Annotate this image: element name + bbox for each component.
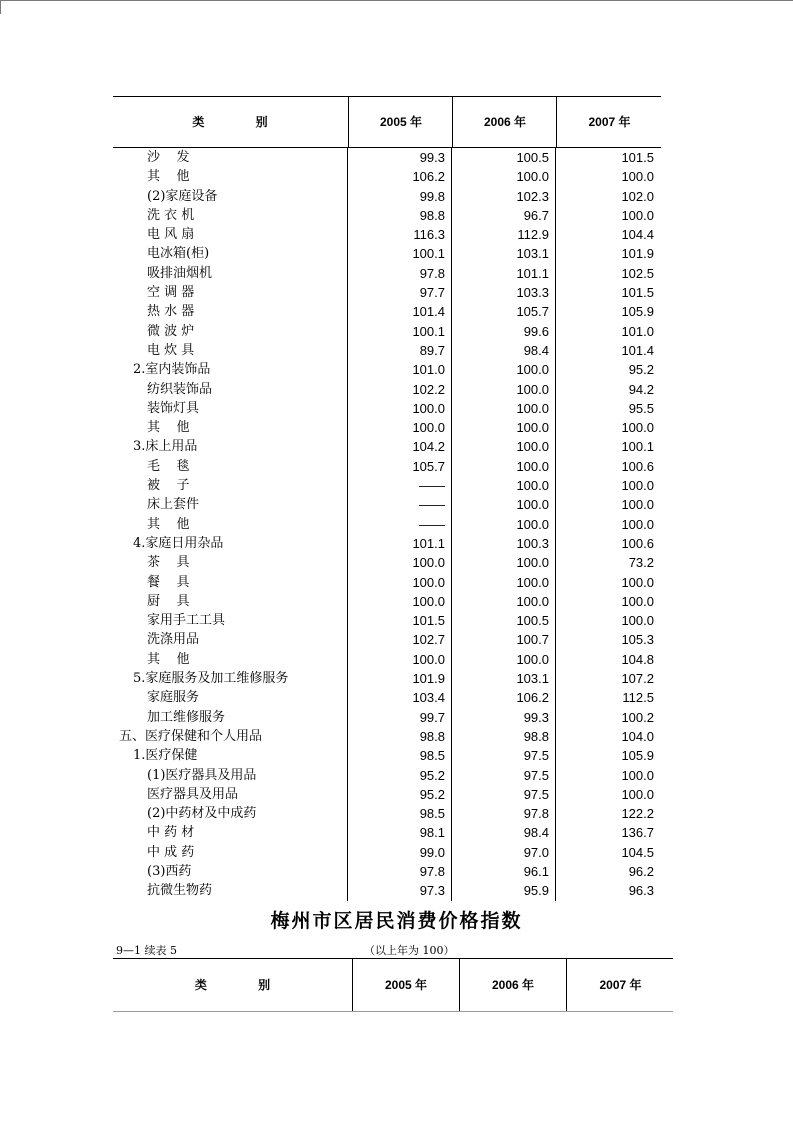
table-row [113,167,661,186]
value-2005: 97.8 [419,863,445,879]
value-2007: 104.0 [621,728,654,744]
row-category-label: 电冰箱(柜) [147,246,210,262]
table-row [113,669,661,688]
value-2005: 100.0 [412,574,445,590]
page-title: 梅州市区居民消费价格指数 [270,910,523,932]
row-category-label: 其 他 [147,169,190,185]
table-row [113,727,661,746]
value-2006: 103.1 [516,246,549,262]
value-2005: 89.7 [419,342,445,358]
table-row [113,688,661,707]
value-2005: —— [419,478,445,494]
table-row [113,457,661,476]
row-category-label: 家用手工工具 [147,613,226,629]
row-category-label: 装饰灯具 [147,400,200,416]
header-category: 类 别 [194,978,295,992]
row-category-label: 其 他 [147,651,190,667]
price-index-table [113,96,661,901]
row-category-label: 毛 毯 [147,458,190,474]
table-row [113,573,661,592]
value-2006: 98.8 [523,728,549,744]
row-category-label: 抗微生物药 [147,883,213,899]
table-row [113,592,661,611]
value-2005: 98.8 [419,207,445,223]
value-2006: 100.0 [516,516,549,532]
row-category-label: 中 药 材 [147,825,195,841]
row-category-label: 被 子 [147,478,190,494]
value-2005: 102.2 [412,381,445,397]
value-2005: 97.7 [419,285,445,301]
row-category-label: 4.家庭日用杂品 [133,535,224,551]
table-row [113,341,661,360]
row-category-label: 家庭服务 [147,690,200,706]
row-category-label: 其 他 [147,420,190,436]
value-2007: 100.1 [621,439,654,455]
value-2005: 99.0 [419,844,445,860]
row-category-label: 空 调 器 [147,285,195,301]
table-row [113,264,661,283]
value-2005: 116.3 [413,227,445,243]
value-2005: 99.3 [419,150,445,165]
value-2005: 101.5 [412,613,445,629]
value-2006: 105.7 [516,304,549,320]
table-row [113,785,661,804]
value-2006: 98.4 [523,342,549,358]
row-category-label: 厨 具 [147,593,190,609]
value-2005: 104.2 [412,439,445,455]
value-2007: 95.2 [628,362,654,378]
value-2007: 104.4 [621,227,654,243]
value-2007: 100.0 [621,767,654,783]
value-2007: 102.0 [621,188,654,204]
table-row [113,399,661,418]
table-row [113,611,661,630]
page-border-left [0,0,1,14]
value-2005: 100.0 [412,400,445,416]
value-2006: 100.0 [516,169,549,185]
value-2005: 100.0 [412,420,445,436]
table-row [113,553,661,572]
table-row [113,650,661,669]
value-2005: 100.1 [412,323,445,339]
value-2007: 96.2 [628,863,654,879]
value-2006: 103.1 [516,671,549,687]
table-row [113,283,661,302]
value-2005: —— [419,497,445,513]
value-2006: 100.0 [516,497,549,513]
row-category-label: 电 风 扇 [147,227,195,243]
value-2006: 99.6 [523,323,549,339]
table-body [113,148,661,901]
table-row [113,244,661,263]
value-2005: 100.1 [412,246,445,262]
value-2006: 100.3 [516,535,549,551]
table-row [113,302,661,321]
continued-table-header [113,958,673,1012]
value-2006: 97.0 [523,844,549,860]
table-row [113,881,661,900]
value-2005: 97.3 [419,883,445,899]
row-category-label: 吸排油烟机 [147,265,213,281]
header-category: 类 别 [192,115,292,129]
value-2006: 112.9 [517,227,549,243]
header-year-2006: 2006 年 [452,97,557,147]
value-2005: 100.0 [412,555,445,571]
value-2005: 95.2 [419,786,445,802]
value-2005: 97.8 [419,265,445,281]
row-category-label: 纺织装饰品 [147,381,213,397]
value-2007: 100.0 [621,207,654,223]
row-category-label: 加工维修服务 [147,709,226,725]
value-2006: 101.1 [516,265,549,281]
value-2006: 99.3 [523,709,549,725]
table-row [113,804,661,823]
row-category-label: 电 炊 具 [147,342,195,358]
table-row [113,206,661,225]
value-2006: 100.0 [516,555,549,571]
value-2007: 100.0 [621,786,654,802]
value-2006: 100.0 [516,400,549,416]
header-year-2005: 2005 年 [352,959,459,1011]
value-2005: 99.8 [419,188,445,204]
value-2006: 100.0 [516,651,549,667]
value-2007: 100.0 [621,497,654,513]
value-2007: 100.0 [621,478,654,494]
value-2007: 104.8 [621,651,654,667]
table-row [113,187,661,206]
row-category-label: 五、医疗保健和个人用品 [119,728,263,744]
table-header [113,96,661,148]
row-category-label: (3)西药 [147,863,192,879]
value-2005: 98.1 [419,825,445,841]
table-row [113,225,661,244]
value-2007: 100.0 [621,613,654,629]
value-2007: 100.0 [621,169,654,185]
table-row [113,360,661,379]
table-row [113,495,661,514]
value-2007: 95.5 [628,400,654,416]
table-row [113,515,661,534]
value-2007: 101.0 [621,323,654,339]
table-row [113,476,661,495]
value-2007: 100.2 [621,709,654,725]
value-2007: 101.5 [621,150,654,165]
value-2005: 98.8 [419,728,445,744]
value-2005: 105.7 [412,458,445,474]
value-2006: 95.9 [523,883,549,899]
value-2005: 100.0 [412,651,445,667]
table-row [113,437,661,456]
table-row [113,766,661,785]
value-2007: 105.9 [621,304,654,320]
base-note: （以上年为 100） [364,944,455,957]
row-category-label: 中 成 药 [147,844,195,860]
value-2005: 101.0 [412,362,445,378]
value-2005: —— [419,516,445,532]
table-row [113,862,661,881]
table-row [113,418,661,437]
value-2007: 100.0 [621,420,654,436]
value-2006: 100.0 [516,420,549,436]
row-category-label: 1.医疗保健 [133,748,198,764]
table-code: 9—1 续表 5 [116,944,177,957]
value-2006: 100.0 [516,362,549,378]
table-row [113,322,661,341]
value-2006: 100.0 [516,439,549,455]
value-2006: 96.7 [523,207,549,223]
row-category-label: (2)家庭设备 [147,188,218,204]
value-2006: 96.1 [523,863,549,879]
row-category-label: 洗涤用品 [147,632,200,648]
value-2007: 100.0 [621,574,654,590]
row-category-label: 餐 具 [147,574,190,590]
value-2006: 100.5 [516,150,549,165]
value-2007: 105.3 [621,632,654,648]
table-row [113,746,661,765]
value-2007: 107.2 [621,671,654,687]
value-2006: 97.5 [523,786,549,802]
table-row [113,534,661,553]
value-2005: 98.5 [419,806,445,822]
table-row [113,380,661,399]
value-2007: 104.5 [621,844,654,860]
header-year-2007: 2007 年 [566,959,674,1011]
value-2006: 100.0 [516,593,549,609]
value-2007: 100.6 [621,535,654,551]
header-year-2005: 2005 年 [348,97,453,147]
value-2006: 100.0 [516,381,549,397]
value-2007: 96.3 [628,883,654,899]
value-2005: 106.2 [412,169,445,185]
row-category-label: 3.床上用品 [133,439,198,455]
value-2007: 102.5 [621,265,654,281]
value-2007: 122.2 [621,806,654,822]
value-2005: 103.4 [412,690,445,706]
value-2007: 100.0 [621,516,654,532]
value-2006: 103.3 [516,285,549,301]
row-category-label: 医疗器具及用品 [147,786,239,802]
value-2007: 112.5 [622,690,654,706]
row-category-label: 2.室内装饰品 [133,362,211,378]
value-2005: 99.7 [419,709,445,725]
row-category-label: (2)中药材及中成药 [147,806,257,822]
table-row [113,148,661,167]
value-2006: 100.0 [516,478,549,494]
value-2005: 101.1 [412,535,445,551]
table-row [113,708,661,727]
value-2007: 105.9 [621,748,654,764]
row-category-label: (1)医疗器具及用品 [147,767,257,783]
value-2005: 101.4 [412,304,445,320]
row-category-label: 洗 衣 机 [147,207,195,223]
row-category-label: 其 他 [147,516,190,532]
row-category-label: 床上套件 [147,497,200,513]
value-2007: 100.0 [621,593,654,609]
row-category-label: 沙 发 [147,150,190,165]
value-2005: 98.5 [419,748,445,764]
row-category-label: 热 水 器 [147,304,195,320]
header-year-2006: 2006 年 [459,959,566,1011]
table-row [113,823,661,842]
value-2006: 97.5 [523,748,549,764]
value-2006: 106.2 [516,690,549,706]
value-2006: 102.3 [516,188,549,204]
row-category-label: 5.家庭服务及加工维修服务 [133,671,289,687]
value-2007: 101.9 [621,246,654,262]
value-2006: 98.4 [523,825,549,841]
value-2007: 94.2 [628,381,654,397]
value-2007: 73.2 [628,555,654,571]
value-2005: 101.9 [412,671,445,687]
value-2006: 100.7 [516,632,549,648]
table-row [113,630,661,649]
value-2006: 100.5 [516,613,549,629]
value-2006: 100.0 [516,574,549,590]
page-border-top [0,0,793,2]
row-category-label: 茶 具 [147,555,190,571]
value-2006: 97.8 [523,806,549,822]
value-2007: 136.7 [621,825,654,841]
value-2007: 101.5 [621,285,654,301]
value-2005: 102.7 [412,632,445,648]
value-2005: 95.2 [419,767,445,783]
row-category-label: 微 波 炉 [147,323,195,339]
value-2005: 100.0 [412,593,445,609]
header-year-2007: 2007 年 [556,97,662,147]
value-2007: 100.6 [621,458,654,474]
value-2006: 100.0 [516,458,549,474]
value-2006: 97.5 [523,767,549,783]
value-2007: 101.4 [621,342,654,358]
table-row [113,843,661,862]
